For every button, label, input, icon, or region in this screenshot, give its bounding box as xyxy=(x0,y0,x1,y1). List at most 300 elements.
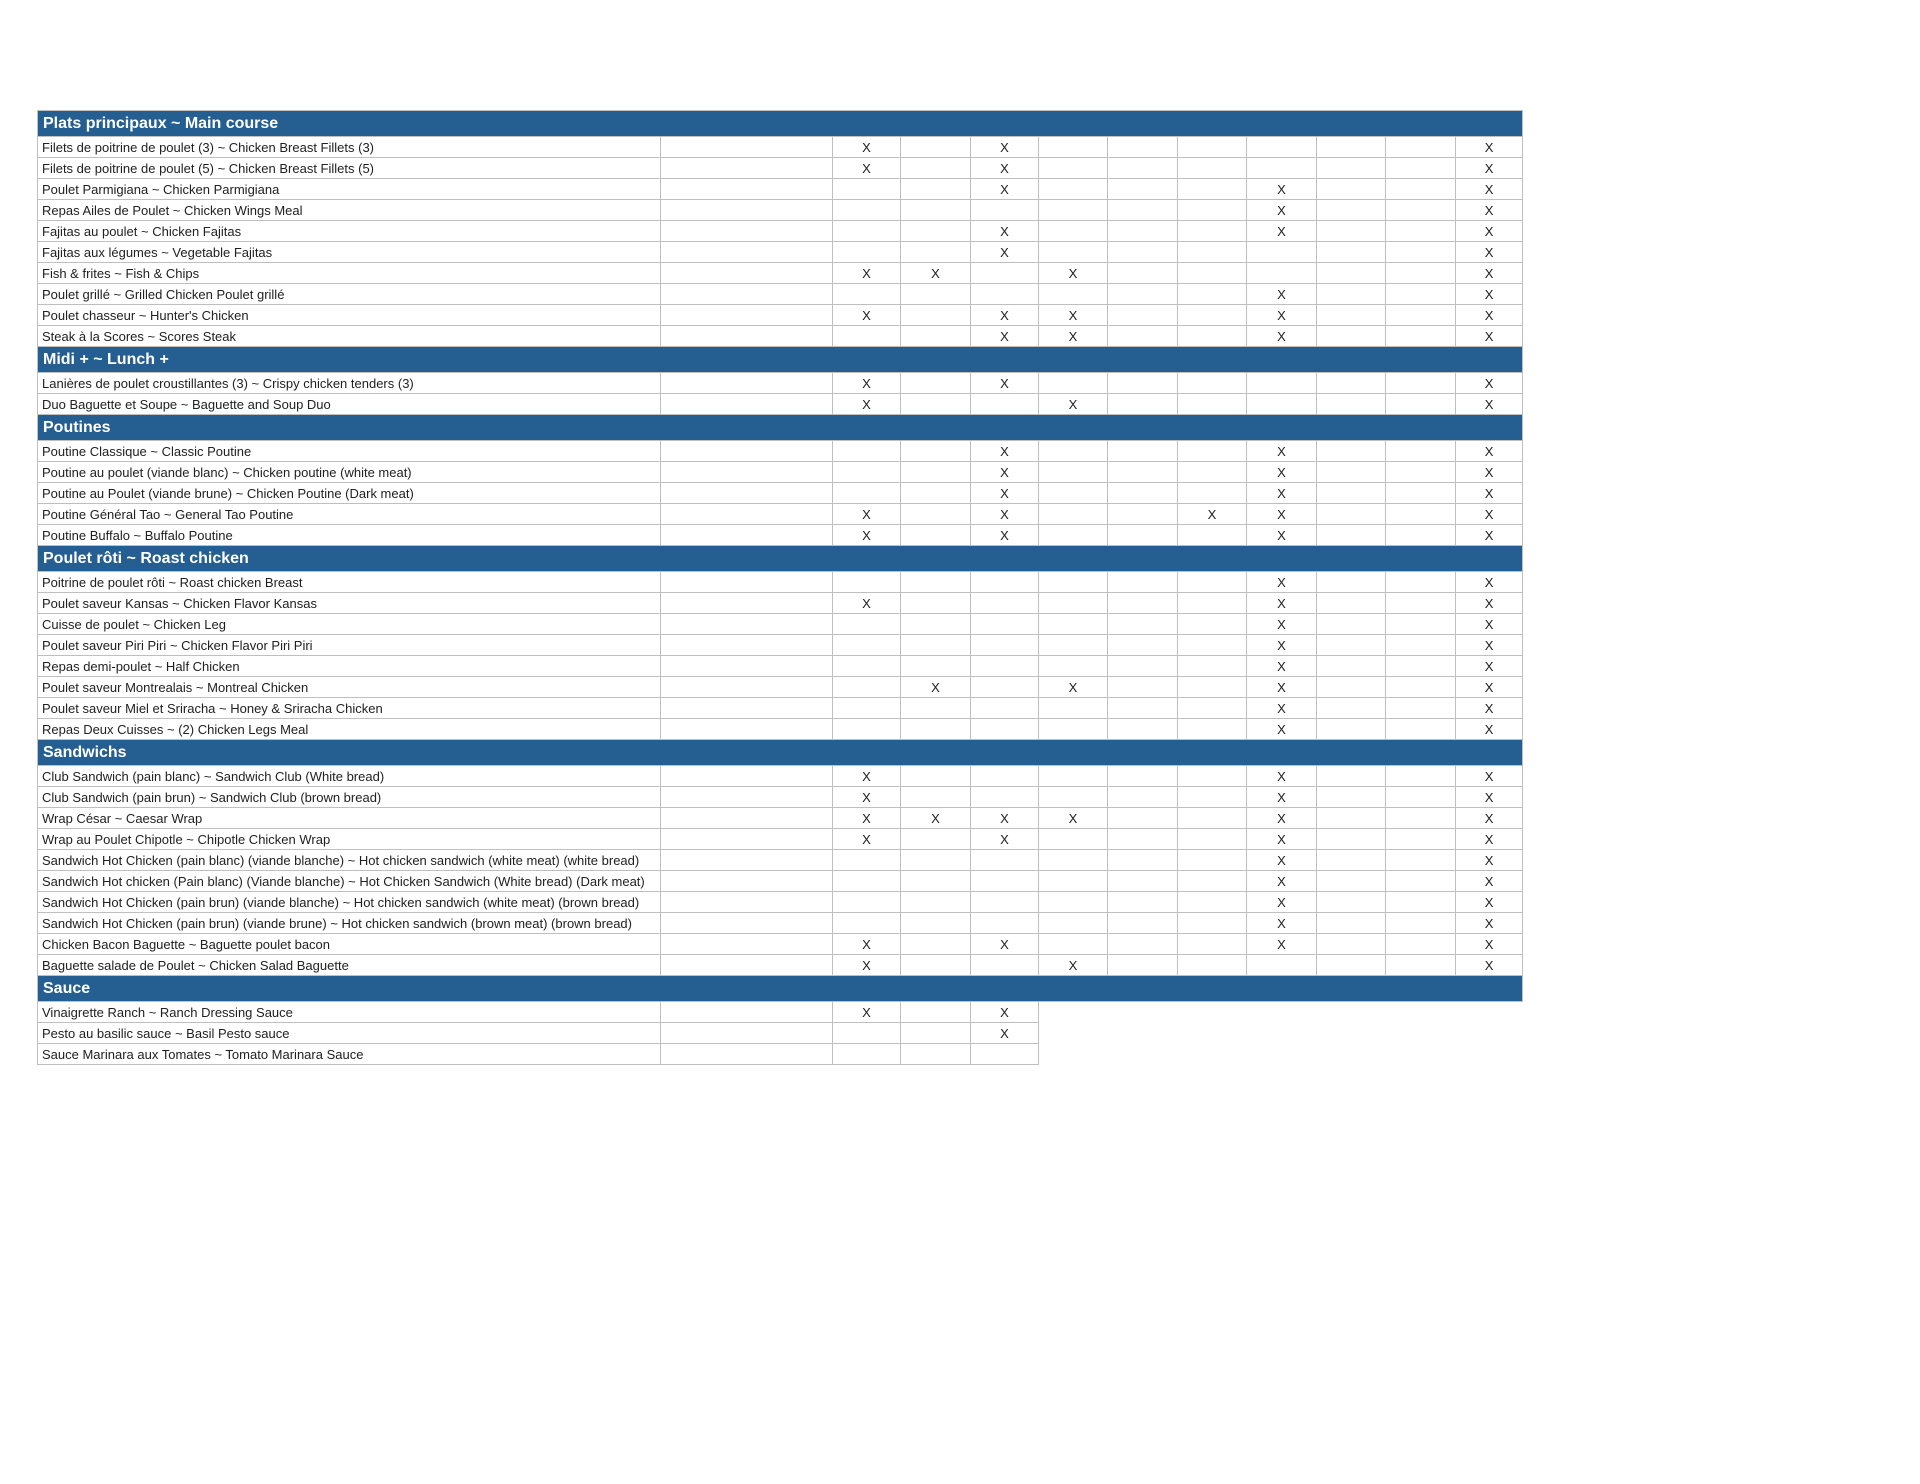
mark-cell-empty xyxy=(1178,614,1247,635)
mark-cell-x: X xyxy=(833,934,901,955)
item-name-cell: Repas Ailes de Poulet ~ Chicken Wings Meal xyxy=(38,200,661,221)
mark-cell-empty xyxy=(1386,441,1456,462)
mark-cell-empty xyxy=(901,892,971,913)
table-row xyxy=(38,221,1523,242)
mark-cell-empty xyxy=(1178,677,1247,698)
mark-cell-empty xyxy=(1039,787,1108,808)
table-row xyxy=(38,326,1523,347)
mark-cell-empty xyxy=(1386,719,1456,740)
mark-cell-empty xyxy=(1108,137,1178,158)
mark-cell-x: X xyxy=(1456,200,1523,221)
mark-cell-empty xyxy=(1039,892,1108,913)
mark-cell-empty xyxy=(1108,871,1178,892)
item-name-cell: Poulet saveur Kansas ~ Chicken Flavor Kansas xyxy=(38,593,661,614)
mark-cell-empty xyxy=(1108,892,1178,913)
mark-cell-empty xyxy=(1386,462,1456,483)
mark-cell-empty xyxy=(1317,158,1386,179)
mark-cell-empty xyxy=(1039,483,1108,504)
mark-cell-x: X xyxy=(1456,913,1523,934)
mark-cell-x: X xyxy=(1039,326,1108,347)
table-row xyxy=(38,934,1523,955)
mark-cell-x: X xyxy=(971,934,1039,955)
mark-cell-empty xyxy=(1317,305,1386,326)
mark-cell-x: X xyxy=(1456,829,1523,850)
mark-cell-empty xyxy=(833,441,901,462)
mark-cell-x: X xyxy=(1247,593,1317,614)
mark-cell-x: X xyxy=(833,525,901,546)
mark-cell-empty xyxy=(1386,305,1456,326)
mark-cell-x: X xyxy=(1247,787,1317,808)
mark-cell-empty xyxy=(1178,441,1247,462)
mark-cell-empty xyxy=(1108,504,1178,525)
table-row xyxy=(38,808,1523,829)
mark-cell-x: X xyxy=(971,326,1039,347)
mark-cell-x: X xyxy=(1247,572,1317,593)
mark-cell-empty xyxy=(1317,284,1386,305)
mark-cell-x: X xyxy=(1247,850,1317,871)
mark-cell-empty xyxy=(1039,635,1108,656)
mark-cell-x: X xyxy=(1247,635,1317,656)
mark-cell-empty xyxy=(1386,263,1456,284)
mark-cell-x: X xyxy=(833,394,901,415)
mark-cell-empty xyxy=(1386,698,1456,719)
mark-cell-x: X xyxy=(971,1002,1039,1023)
mark-cell-x: X xyxy=(1039,305,1108,326)
table-row xyxy=(38,137,1523,158)
mark-cell-empty xyxy=(1386,871,1456,892)
mark-cell-empty xyxy=(1247,394,1317,415)
item-name-cell: Steak à la Scores ~ Scores Steak xyxy=(38,326,661,347)
mark-cell-empty xyxy=(833,462,901,483)
mark-cell-x: X xyxy=(1456,483,1523,504)
mark-cell-empty xyxy=(901,483,971,504)
mark-cell-empty xyxy=(901,829,971,850)
mark-cell-empty xyxy=(1178,871,1247,892)
mark-cell-empty xyxy=(1178,593,1247,614)
table-row xyxy=(38,525,1523,546)
mark-cell-x: X xyxy=(833,305,901,326)
mark-cell-empty xyxy=(1386,934,1456,955)
mark-cell-empty xyxy=(1108,955,1178,976)
mark-cell-empty xyxy=(1317,677,1386,698)
mark-cell-empty xyxy=(901,221,971,242)
mark-cell-empty xyxy=(833,1023,901,1044)
mark-cell-empty xyxy=(1386,137,1456,158)
mark-cell-x: X xyxy=(1456,808,1523,829)
mark-cell-empty xyxy=(1386,593,1456,614)
mark-cell-x: X xyxy=(1456,179,1523,200)
mark-cell-empty xyxy=(661,656,833,677)
mark-cell-empty xyxy=(901,305,971,326)
item-name-cell: Sandwich Hot Chicken (pain blanc) (viande blanche) ~ Hot chicken sandwich (white meat) (white bread) xyxy=(38,850,661,871)
mark-cell-x: X xyxy=(1247,525,1317,546)
table-row xyxy=(38,892,1523,913)
mark-cell-empty xyxy=(1178,572,1247,593)
mark-cell-empty xyxy=(901,955,971,976)
mark-cell-empty xyxy=(901,719,971,740)
mark-cell-empty xyxy=(661,525,833,546)
mark-cell-empty xyxy=(1386,483,1456,504)
mark-cell-empty xyxy=(661,913,833,934)
mark-cell-empty xyxy=(1108,525,1178,546)
mark-cell-empty xyxy=(1317,572,1386,593)
mark-cell-empty xyxy=(1108,719,1178,740)
mark-cell-empty xyxy=(1178,955,1247,976)
table-row xyxy=(38,829,1523,850)
mark-cell-x: X xyxy=(1456,441,1523,462)
mark-cell-empty xyxy=(1317,525,1386,546)
mark-cell-x: X xyxy=(1456,892,1523,913)
mark-cell-empty xyxy=(661,1023,833,1044)
mark-cell-empty xyxy=(1247,242,1317,263)
mark-cell-x: X xyxy=(1247,934,1317,955)
mark-cell-empty xyxy=(661,572,833,593)
item-name-cell: Poutine Général Tao ~ General Tao Poutine xyxy=(38,504,661,525)
mark-cell-x: X xyxy=(971,829,1039,850)
mark-cell-empty xyxy=(1386,766,1456,787)
mark-cell-empty xyxy=(661,242,833,263)
mark-cell-x: X xyxy=(971,483,1039,504)
mark-cell-x: X xyxy=(1247,221,1317,242)
mark-cell-empty xyxy=(901,179,971,200)
mark-cell-empty xyxy=(901,242,971,263)
mark-cell-x: X xyxy=(971,504,1039,525)
mark-cell-empty xyxy=(901,572,971,593)
table-row xyxy=(38,656,1523,677)
mark-cell-empty xyxy=(1178,373,1247,394)
mark-cell-empty xyxy=(1039,656,1108,677)
mark-cell-empty xyxy=(833,892,901,913)
table-row xyxy=(38,913,1523,934)
mark-cell-x: X xyxy=(1456,614,1523,635)
mark-cell-empty xyxy=(1178,850,1247,871)
mark-cell-empty xyxy=(901,158,971,179)
table-row xyxy=(38,158,1523,179)
section-header-row xyxy=(38,976,1523,1002)
mark-cell-empty xyxy=(1178,635,1247,656)
item-name-cell: Cuisse de poulet ~ Chicken Leg xyxy=(38,614,661,635)
mark-cell-empty xyxy=(1386,242,1456,263)
section-header-row xyxy=(38,111,1523,137)
mark-cell-empty xyxy=(1386,850,1456,871)
mark-cell-empty xyxy=(971,892,1039,913)
table-row xyxy=(38,1002,1523,1023)
mark-cell-empty xyxy=(901,614,971,635)
mark-cell-empty xyxy=(1317,955,1386,976)
mark-cell-empty xyxy=(661,462,833,483)
mark-cell-empty xyxy=(1386,572,1456,593)
mark-cell-empty xyxy=(1386,913,1456,934)
item-name-cell: Repas Deux Cuisses ~ (2) Chicken Legs Meal xyxy=(38,719,661,740)
mark-cell-x: X xyxy=(1247,284,1317,305)
mark-cell-empty xyxy=(971,284,1039,305)
mark-cell-empty xyxy=(1317,787,1386,808)
mark-cell-empty xyxy=(1108,698,1178,719)
mark-cell-empty xyxy=(1108,284,1178,305)
mark-cell-empty xyxy=(971,200,1039,221)
mark-cell-empty xyxy=(1108,483,1178,504)
mark-cell-empty xyxy=(1317,137,1386,158)
mark-cell-empty xyxy=(1108,572,1178,593)
item-name-cell: Poutine au Poulet (viande brune) ~ Chicken Poutine (Dark meat) xyxy=(38,483,661,504)
mark-cell-empty xyxy=(1039,850,1108,871)
table-row xyxy=(38,483,1523,504)
mark-cell-empty xyxy=(1178,656,1247,677)
mark-cell-empty xyxy=(1386,955,1456,976)
mark-cell-empty xyxy=(1178,305,1247,326)
item-name-cell: Chicken Bacon Baguette ~ Baguette poulet bacon xyxy=(38,934,661,955)
mark-cell-x: X xyxy=(1247,766,1317,787)
mark-cell-x: X xyxy=(971,158,1039,179)
mark-cell-x: X xyxy=(1039,808,1108,829)
item-name-cell: Poulet saveur Piri Piri ~ Chicken Flavor Piri Piri xyxy=(38,635,661,656)
mark-cell-empty xyxy=(901,441,971,462)
mark-cell-empty xyxy=(1386,787,1456,808)
empty-region xyxy=(1039,1002,1523,1023)
mark-cell-x: X xyxy=(1456,221,1523,242)
mark-cell-empty xyxy=(901,934,971,955)
empty-region xyxy=(1039,1023,1523,1044)
mark-cell-empty xyxy=(1108,850,1178,871)
mark-cell-empty xyxy=(1108,305,1178,326)
mark-cell-empty xyxy=(661,1002,833,1023)
table-row xyxy=(38,850,1523,871)
mark-cell-empty xyxy=(833,326,901,347)
item-name-cell: Filets de poitrine de poulet (3) ~ Chicken Breast Fillets (3) xyxy=(38,137,661,158)
mark-cell-empty xyxy=(901,698,971,719)
item-name-cell: Wrap César ~ Caesar Wrap xyxy=(38,808,661,829)
mark-cell-empty xyxy=(901,656,971,677)
mark-cell-empty xyxy=(901,635,971,656)
mark-cell-empty xyxy=(1386,656,1456,677)
mark-cell-x: X xyxy=(971,1023,1039,1044)
item-name-cell: Filets de poitrine de poulet (5) ~ Chicken Breast Fillets (5) xyxy=(38,158,661,179)
mark-cell-x: X xyxy=(1456,635,1523,656)
mark-cell-empty xyxy=(901,1023,971,1044)
mark-cell-empty xyxy=(1039,462,1108,483)
table-row xyxy=(38,766,1523,787)
mark-cell-empty xyxy=(1039,373,1108,394)
mark-cell-empty xyxy=(833,635,901,656)
mark-cell-x: X xyxy=(1247,719,1317,740)
mark-cell-empty xyxy=(833,179,901,200)
mark-cell-empty xyxy=(1039,698,1108,719)
mark-cell-empty xyxy=(661,326,833,347)
mark-cell-empty xyxy=(661,934,833,955)
mark-cell-empty xyxy=(1317,829,1386,850)
mark-cell-x: X xyxy=(1039,394,1108,415)
mark-cell-empty xyxy=(1039,525,1108,546)
table-row xyxy=(38,305,1523,326)
mark-cell-empty xyxy=(1108,635,1178,656)
mark-cell-empty xyxy=(1386,525,1456,546)
table-row xyxy=(38,871,1523,892)
mark-cell-empty xyxy=(1108,593,1178,614)
mark-cell-empty xyxy=(1178,934,1247,955)
mark-cell-empty xyxy=(1178,766,1247,787)
mark-cell-empty xyxy=(661,394,833,415)
mark-cell-empty xyxy=(1317,504,1386,525)
mark-cell-x: X xyxy=(1456,326,1523,347)
mark-cell-empty xyxy=(1108,934,1178,955)
mark-cell-empty xyxy=(1178,221,1247,242)
item-name-cell: Poulet saveur Miel et Sriracha ~ Honey & Sriracha Chicken xyxy=(38,698,661,719)
mark-cell-x: X xyxy=(971,305,1039,326)
mark-cell-x: X xyxy=(1456,504,1523,525)
mark-cell-x: X xyxy=(1039,955,1108,976)
mark-cell-empty xyxy=(1317,483,1386,504)
mark-cell-empty xyxy=(901,137,971,158)
mark-cell-empty xyxy=(901,871,971,892)
table-row xyxy=(38,200,1523,221)
mark-cell-empty xyxy=(661,441,833,462)
item-name-cell: Poulet Parmigiana ~ Chicken Parmigiana xyxy=(38,179,661,200)
mark-cell-empty xyxy=(833,242,901,263)
mark-cell-empty xyxy=(1317,635,1386,656)
mark-cell-empty xyxy=(833,698,901,719)
mark-cell-x: X xyxy=(971,373,1039,394)
mark-cell-empty xyxy=(1039,504,1108,525)
mark-cell-empty xyxy=(1108,441,1178,462)
mark-cell-empty xyxy=(1386,200,1456,221)
mark-cell-empty xyxy=(971,614,1039,635)
mark-cell-empty xyxy=(1108,766,1178,787)
mark-cell-empty xyxy=(1108,158,1178,179)
mark-cell-x: X xyxy=(1247,441,1317,462)
table-row xyxy=(38,614,1523,635)
mark-cell-x: X xyxy=(1247,698,1317,719)
mark-cell-empty xyxy=(1317,766,1386,787)
mark-cell-empty xyxy=(901,326,971,347)
mark-cell-x: X xyxy=(1456,656,1523,677)
mark-cell-x: X xyxy=(1247,808,1317,829)
mark-cell-empty xyxy=(1108,221,1178,242)
mark-cell-empty xyxy=(1317,808,1386,829)
mark-cell-empty xyxy=(1178,719,1247,740)
item-name-cell: Lanières de poulet croustillantes (3) ~ Crispy chicken tenders (3) xyxy=(38,373,661,394)
mark-cell-x: X xyxy=(971,525,1039,546)
mark-cell-empty xyxy=(1386,504,1456,525)
mark-cell-empty xyxy=(901,394,971,415)
mark-cell-x: X xyxy=(1456,677,1523,698)
mark-cell-empty xyxy=(1247,373,1317,394)
table-row xyxy=(38,394,1523,415)
mark-cell-empty xyxy=(661,614,833,635)
mark-cell-empty xyxy=(1386,829,1456,850)
mark-cell-empty xyxy=(1108,242,1178,263)
mark-cell-x: X xyxy=(1247,829,1317,850)
mark-cell-empty xyxy=(901,504,971,525)
item-name-cell: Duo Baguette et Soupe ~ Baguette and Soup Duo xyxy=(38,394,661,415)
mark-cell-empty xyxy=(1039,614,1108,635)
mark-cell-empty xyxy=(1317,719,1386,740)
mark-cell-empty xyxy=(901,913,971,934)
mark-cell-empty xyxy=(833,677,901,698)
mark-cell-empty xyxy=(1039,593,1108,614)
menu-table-container xyxy=(37,110,1522,1065)
mark-cell-empty xyxy=(971,955,1039,976)
mark-cell-empty xyxy=(971,394,1039,415)
empty-region xyxy=(1039,1044,1523,1065)
table-row xyxy=(38,242,1523,263)
mark-cell-empty xyxy=(1247,137,1317,158)
mark-cell-empty xyxy=(1317,179,1386,200)
mark-cell-x: X xyxy=(1247,483,1317,504)
mark-cell-empty xyxy=(971,593,1039,614)
item-name-cell: Poulet chasseur ~ Hunter's Chicken xyxy=(38,305,661,326)
item-name-cell: Sandwich Hot Chicken (pain brun) (viande blanche) ~ Hot chicken sandwich (white meat) (brown bread) xyxy=(38,892,661,913)
mark-cell-x: X xyxy=(1456,242,1523,263)
mark-cell-empty xyxy=(1039,158,1108,179)
mark-cell-x: X xyxy=(833,787,901,808)
mark-cell-empty xyxy=(833,850,901,871)
mark-cell-empty xyxy=(971,656,1039,677)
mark-cell-empty xyxy=(1108,913,1178,934)
mark-cell-empty xyxy=(661,698,833,719)
mark-cell-empty xyxy=(1386,179,1456,200)
mark-cell-x: X xyxy=(1456,593,1523,614)
mark-cell-empty xyxy=(661,158,833,179)
mark-cell-empty xyxy=(971,677,1039,698)
mark-cell-empty xyxy=(1039,137,1108,158)
mark-cell-empty xyxy=(971,850,1039,871)
mark-cell-empty xyxy=(901,593,971,614)
mark-cell-empty xyxy=(1108,829,1178,850)
mark-cell-empty xyxy=(833,614,901,635)
mark-cell-x: X xyxy=(1456,572,1523,593)
mark-cell-empty xyxy=(1386,892,1456,913)
mark-cell-empty xyxy=(661,892,833,913)
mark-cell-empty xyxy=(1178,913,1247,934)
mark-cell-empty xyxy=(1386,677,1456,698)
mark-cell-empty xyxy=(1108,462,1178,483)
mark-cell-empty xyxy=(1039,441,1108,462)
section-title: Poulet rôti ~ Roast chicken xyxy=(38,546,1523,572)
item-name-cell: Club Sandwich (pain blanc) ~ Sandwich Club (White bread) xyxy=(38,766,661,787)
mark-cell-empty xyxy=(1178,137,1247,158)
mark-cell-empty xyxy=(1317,263,1386,284)
mark-cell-empty xyxy=(833,1044,901,1065)
mark-cell-empty xyxy=(901,787,971,808)
section-title: Plats principaux ~ Main course xyxy=(38,111,1523,137)
mark-cell-empty xyxy=(1178,698,1247,719)
mark-cell-empty xyxy=(1178,179,1247,200)
mark-cell-x: X xyxy=(1247,305,1317,326)
mark-cell-empty xyxy=(1178,284,1247,305)
mark-cell-x: X xyxy=(1039,263,1108,284)
mark-cell-empty xyxy=(1317,698,1386,719)
mark-cell-empty xyxy=(1039,766,1108,787)
mark-cell-x: X xyxy=(833,593,901,614)
mark-cell-x: X xyxy=(1247,504,1317,525)
item-name-cell: Poulet saveur Montrealais ~ Montreal Chicken xyxy=(38,677,661,698)
mark-cell-empty xyxy=(1386,808,1456,829)
mark-cell-empty xyxy=(1039,934,1108,955)
mark-cell-empty xyxy=(661,263,833,284)
mark-cell-x: X xyxy=(1456,698,1523,719)
mark-cell-x: X xyxy=(1456,158,1523,179)
mark-cell-empty xyxy=(1039,829,1108,850)
mark-cell-empty xyxy=(1178,326,1247,347)
mark-cell-x: X xyxy=(1456,137,1523,158)
mark-cell-empty xyxy=(1178,787,1247,808)
section-title: Poutines xyxy=(38,415,1523,441)
mark-cell-empty xyxy=(1178,525,1247,546)
mark-cell-x: X xyxy=(1247,656,1317,677)
table-row xyxy=(38,787,1523,808)
mark-cell-empty xyxy=(1247,158,1317,179)
mark-cell-x: X xyxy=(1456,394,1523,415)
